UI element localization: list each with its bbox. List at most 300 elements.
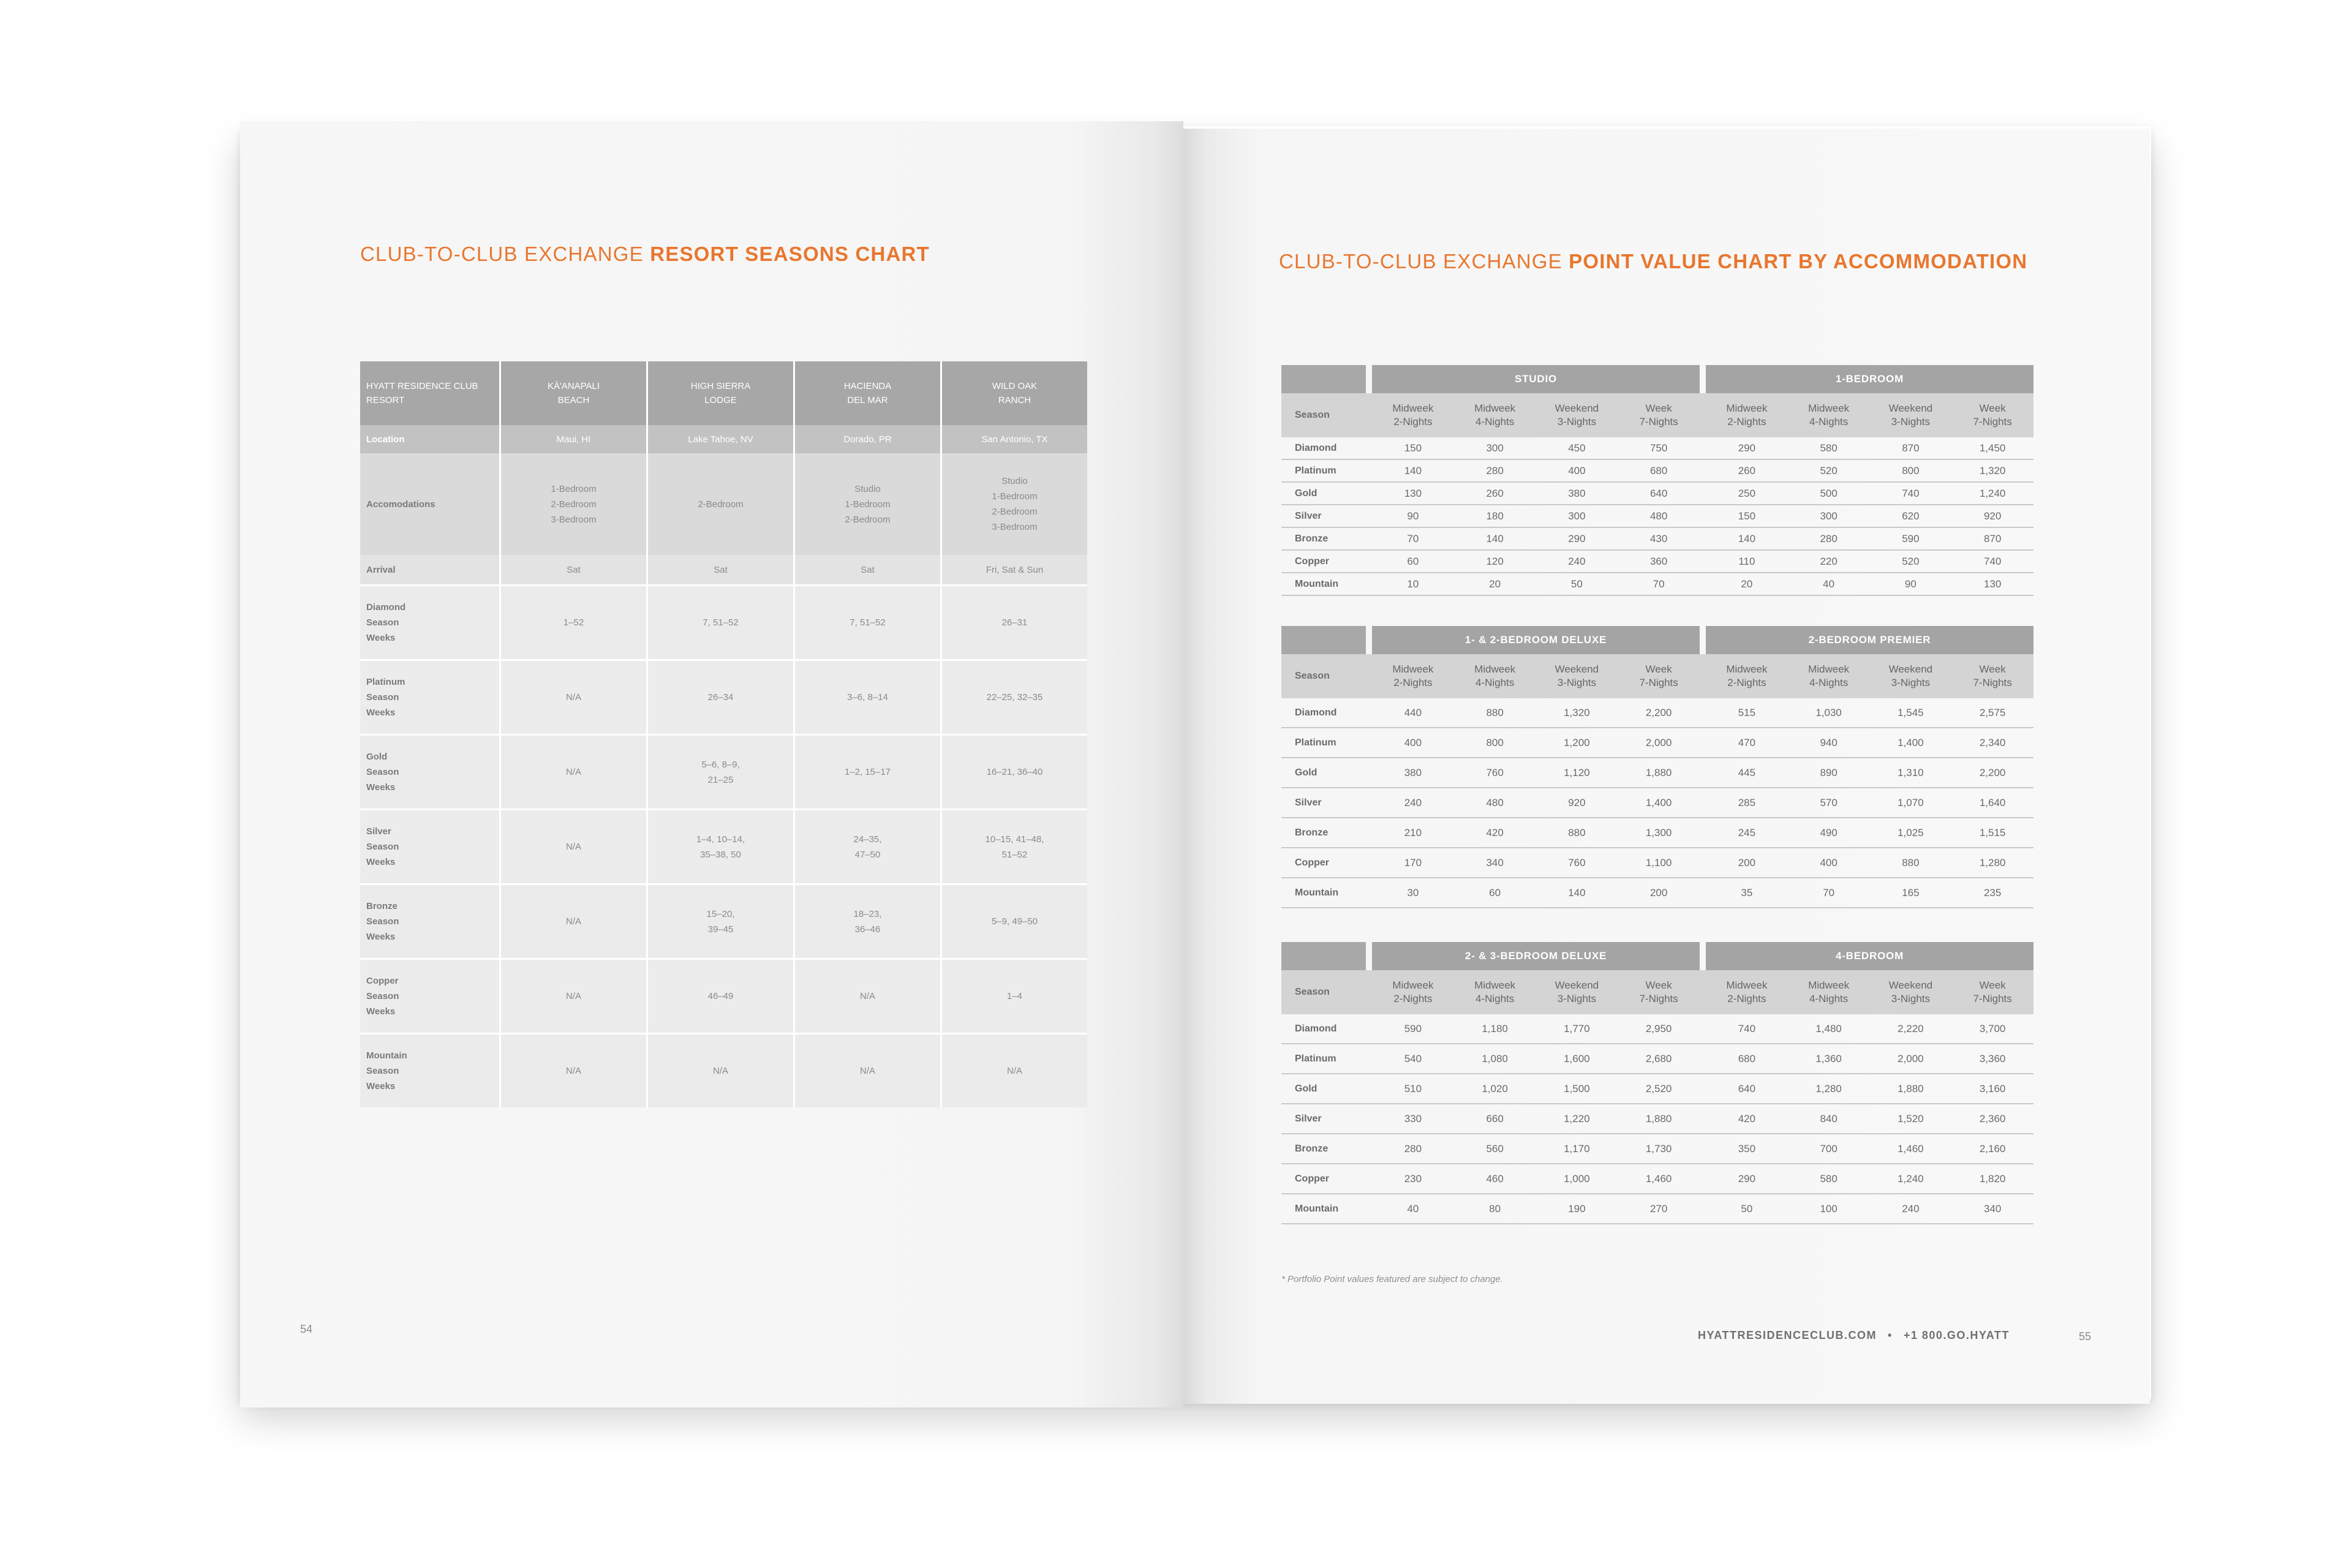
point-value: 1,880	[1645, 1112, 1672, 1125]
point-value: 2,220	[1898, 1022, 1924, 1035]
point-value: 20	[1489, 578, 1501, 590]
point-value: 140	[1404, 464, 1422, 477]
value-group	[1706, 505, 2034, 527]
point-value: 280	[1404, 1142, 1422, 1155]
table-cell: N/A	[499, 661, 646, 734]
point-value: 340	[1486, 856, 1504, 869]
point-value: 740	[1738, 1022, 1756, 1035]
point-value: 2,200	[1645, 706, 1672, 718]
left-page	[240, 121, 1183, 1408]
point-value: 920	[1568, 796, 1586, 809]
season-name: Copper	[1295, 857, 1329, 868]
header-cell: KĀ'ANAPALI BEACH	[499, 361, 646, 425]
table-cell: Studio 1-Bedroom 2-Bedroom	[793, 453, 940, 555]
point-value: 150	[1738, 510, 1756, 522]
table-cell: 22–25, 32–35	[940, 661, 1087, 734]
table-row	[1281, 1014, 2034, 1044]
season-name: Platinum	[1295, 737, 1336, 748]
point-value: 880	[1486, 706, 1504, 718]
point-value: 580	[1820, 1172, 1838, 1185]
value-group	[1372, 878, 1700, 907]
point-value: 2,000	[1645, 736, 1672, 748]
value-group	[1706, 1044, 2034, 1073]
phone-number[interactable]: +1 800.GO.HYATT	[1903, 1329, 2010, 1341]
point-value: 590	[1404, 1022, 1422, 1035]
season-weeks-row	[360, 883, 1087, 958]
point-value: 280	[1820, 532, 1838, 545]
point-value: 290	[1568, 532, 1586, 545]
column-header: Week 7-Nights	[1973, 663, 2012, 688]
table-cell: 1-Bedroom 2-Bedroom 3-Bedroom	[499, 453, 646, 555]
point-value: 700	[1820, 1142, 1838, 1155]
point-value: 380	[1568, 487, 1586, 499]
value-group	[1372, 1164, 1700, 1193]
column-header: Midweek 4-Nights	[1808, 402, 1850, 428]
value-group	[1372, 1134, 1700, 1163]
row-label: Bronze Season Weeks	[366, 901, 399, 942]
table-cell: 26–34	[646, 661, 793, 734]
column-header-group	[1706, 654, 2034, 698]
table-row	[1281, 848, 2034, 878]
season-name: Platinum	[1295, 1053, 1336, 1064]
point-value: 70	[1407, 532, 1419, 545]
table-cell: N/A	[499, 810, 646, 883]
row-label: Mountain Season Weeks	[366, 1050, 407, 1091]
point-value: 1,030	[1815, 706, 1842, 718]
point-value: 210	[1404, 826, 1422, 839]
column-header: Week 7-Nights	[1973, 402, 2012, 428]
table-row	[1281, 1104, 2034, 1134]
column-header: Midweek 4-Nights	[1474, 402, 1516, 428]
table-row	[1281, 1044, 2034, 1074]
point-value: 1,310	[1898, 766, 1924, 778]
table-cell: 24–35, 47–50	[793, 810, 940, 883]
point-value: 120	[1486, 555, 1504, 567]
point-value: 1,515	[1979, 826, 2006, 839]
column-header: Weekend 3-Nights	[1888, 663, 1933, 688]
table-cell: 7, 51–52	[646, 586, 793, 659]
point-value: 300	[1820, 510, 1838, 522]
table-cell: Sat	[793, 555, 940, 584]
table-row	[1281, 728, 2034, 758]
point-value: 130	[1983, 578, 2002, 590]
accommodation-type-header: 4-BEDROOM	[1706, 942, 2034, 970]
table-cell: 7, 51–52	[793, 586, 940, 659]
season-name: Silver	[1295, 1113, 1322, 1124]
point-value: 2,200	[1979, 766, 2006, 778]
row-label: Accomodations	[366, 499, 435, 510]
season-name: Gold	[1295, 1083, 1317, 1094]
column-header: Midweek 2-Nights	[1726, 663, 1768, 688]
point-value: 180	[1486, 510, 1504, 522]
point-value: 1,820	[1979, 1172, 2006, 1185]
point-value: 280	[1486, 464, 1504, 477]
point-value: 2,950	[1645, 1022, 1672, 1035]
point-value: 140	[1738, 532, 1756, 545]
table-row	[1281, 437, 2034, 460]
point-value: 40	[1823, 578, 1835, 590]
season-name: Copper	[1295, 556, 1329, 567]
value-group	[1372, 505, 1700, 527]
table-row	[1281, 818, 2034, 848]
table-cell: 5–6, 8–9, 21–25	[646, 736, 793, 809]
table-cell: 3–6, 8–14	[793, 661, 940, 734]
table-cell: N/A	[499, 885, 646, 958]
row-label: Diamond Season Weeks	[366, 602, 406, 643]
value-group	[1372, 818, 1700, 847]
table-cell: 18–23, 36–46	[793, 885, 940, 958]
value-group	[1706, 698, 2034, 727]
value-group	[1706, 460, 2034, 481]
accommodations-row	[360, 453, 1087, 555]
point-value: 430	[1649, 532, 1668, 545]
value-group	[1706, 528, 2034, 549]
table-cell: 1–4	[940, 960, 1087, 1033]
point-value: 520	[1820, 464, 1838, 477]
point-value: 1,220	[1564, 1112, 1590, 1125]
point-value: 240	[1404, 796, 1422, 809]
point-value: 1,500	[1564, 1082, 1590, 1095]
season-name: Gold	[1295, 488, 1317, 499]
point-value: 1,020	[1482, 1082, 1508, 1095]
point-value: 140	[1568, 886, 1586, 899]
header-cell: HACIENDA DEL MAR	[793, 361, 940, 425]
point-value: 1,080	[1482, 1052, 1508, 1065]
value-group	[1706, 1164, 2034, 1193]
header-blank-cell	[1281, 626, 1366, 654]
accommodation-type-header: 1-BEDROOM	[1706, 365, 2034, 393]
point-value: 1,400	[1898, 736, 1924, 748]
point-value: 1,320	[1564, 706, 1590, 718]
value-group	[1372, 698, 1700, 727]
point-value: 130	[1404, 487, 1422, 499]
season-name: Platinum	[1295, 465, 1336, 476]
table-row	[1281, 528, 2034, 551]
table-cell: Sat	[646, 555, 793, 584]
point-value: 240	[1568, 555, 1586, 567]
table-cell: N/A	[499, 736, 646, 809]
table-cell: N/A	[793, 960, 940, 1033]
point-value: 350	[1738, 1142, 1756, 1155]
point-value: 200	[1738, 856, 1756, 869]
table-cell: N/A	[499, 1035, 646, 1107]
point-value: 1,300	[1645, 826, 1672, 839]
column-header: Week 7-Nights	[1639, 979, 1678, 1005]
value-group	[1372, 551, 1700, 572]
table-row	[1281, 1194, 2034, 1224]
table-cell: Fri, Sat & Sun	[940, 555, 1087, 584]
point-value: 2,000	[1898, 1052, 1924, 1065]
point-value: 490	[1820, 826, 1838, 839]
point-value: 1,070	[1898, 796, 1924, 809]
point-value: 90	[1904, 578, 1917, 590]
point-value: 50	[1741, 1202, 1753, 1215]
table-cell: 1–2, 15–17	[793, 736, 940, 809]
point-value: 380	[1404, 766, 1422, 778]
accommodation-type-header: STUDIO	[1372, 365, 1700, 393]
point-value: 290	[1738, 1172, 1756, 1185]
point-value: 1,240	[1898, 1172, 1924, 1185]
point-value: 520	[1902, 555, 1920, 567]
table-cell: Sat	[499, 555, 646, 584]
point-value: 165	[1902, 886, 1920, 899]
website-link[interactable]: HYATTRESIDENCECLUB.COM	[1698, 1329, 1877, 1341]
point-value: 1,600	[1564, 1052, 1590, 1065]
value-group	[1706, 1194, 2034, 1223]
column-header: Midweek 2-Nights	[1726, 979, 1768, 1005]
accommodation-header-row	[1281, 942, 2034, 970]
value-group	[1372, 1014, 1700, 1043]
column-header-group	[1706, 393, 2034, 437]
value-group	[1372, 1194, 1700, 1223]
point-value: 760	[1568, 856, 1586, 869]
point-value: 450	[1568, 442, 1586, 454]
point-value: 240	[1902, 1202, 1920, 1215]
point-value: 1,460	[1645, 1172, 1672, 1185]
point-value: 460	[1486, 1172, 1504, 1185]
point-value: 890	[1820, 766, 1838, 778]
row-label: Copper Season Weeks	[366, 976, 399, 1017]
table-cell: 1–52	[499, 586, 646, 659]
table-row	[1281, 1134, 2034, 1164]
value-group	[1706, 551, 2034, 572]
accommodation-header-row	[1281, 365, 2034, 393]
point-value: 2,680	[1645, 1052, 1672, 1065]
point-value: 420	[1738, 1112, 1756, 1125]
table-cell: San Antonio, TX	[940, 425, 1087, 453]
season-name: Silver	[1295, 510, 1322, 521]
accommodation-header-row	[1281, 626, 2034, 654]
season-weeks-row	[360, 659, 1087, 734]
season-name: Bronze	[1295, 1143, 1329, 1154]
point-value: 70	[1653, 578, 1665, 590]
column-header: Midweek 2-Nights	[1392, 663, 1434, 688]
point-value: 270	[1649, 1202, 1668, 1215]
row-label: Arrival	[366, 564, 396, 575]
point-value: 3,360	[1979, 1052, 2006, 1065]
point-value: 340	[1983, 1202, 2002, 1215]
point-value: 245	[1738, 826, 1756, 839]
header-cell: HIGH SIERRA LODGE	[646, 361, 793, 425]
point-value: 480	[1486, 796, 1504, 809]
table-cell: 46–49	[646, 960, 793, 1033]
point-value: 740	[1983, 555, 2002, 567]
point-value: 1,025	[1898, 826, 1924, 839]
value-group	[1372, 460, 1700, 481]
value-group	[1706, 1134, 2034, 1163]
column-header-row	[1281, 970, 2034, 1014]
point-value: 110	[1738, 555, 1755, 567]
right-page-title	[1279, 250, 2027, 273]
table-cell: 1–4, 10–14, 35–38, 50	[646, 810, 793, 883]
table-cell: 26–31	[940, 586, 1087, 659]
season-name: Diamond	[1295, 1023, 1337, 1034]
point-value: 500	[1820, 487, 1838, 499]
value-group	[1372, 758, 1700, 787]
season-weeks-row	[360, 809, 1087, 883]
point-value: 290	[1738, 442, 1756, 454]
table-cell: Dorado, PR	[793, 425, 940, 453]
value-group	[1706, 483, 2034, 504]
column-header: Midweek 2-Nights	[1726, 402, 1768, 428]
point-value: 800	[1486, 736, 1504, 748]
table-cell: 2-Bedroom	[646, 453, 793, 555]
footer-separator: •	[1888, 1329, 1893, 1341]
table-cell: Studio 1-Bedroom 2-Bedroom 3-Bedroom	[940, 453, 1087, 555]
point-value: 1,480	[1815, 1022, 1842, 1035]
table-row	[1281, 460, 2034, 483]
point-value: 840	[1820, 1112, 1838, 1125]
point-value: 1,240	[1979, 487, 2006, 499]
accommodation-type-header: 2- & 3-BEDROOM DELUXE	[1372, 942, 1700, 970]
table-row	[1281, 483, 2034, 505]
value-group	[1706, 728, 2034, 757]
point-value: 800	[1902, 464, 1920, 477]
point-value: 1,000	[1564, 1172, 1590, 1185]
column-header-row	[1281, 393, 2034, 437]
table-cell: Lake Tahoe, NV	[646, 425, 793, 453]
table-cell: N/A	[793, 1035, 940, 1107]
season-name: Bronze	[1295, 827, 1329, 838]
point-value: 880	[1568, 826, 1586, 839]
season-name: Bronze	[1295, 533, 1329, 544]
point-value: 235	[1983, 886, 2002, 899]
point-value: 140	[1486, 532, 1504, 545]
point-value: 2,520	[1645, 1082, 1672, 1095]
value-group	[1706, 878, 2034, 907]
season-column-header: Season	[1295, 671, 1330, 681]
point-value: 680	[1738, 1052, 1756, 1065]
value-group	[1372, 483, 1700, 504]
point-value: 740	[1902, 487, 1920, 499]
table-cell: 5–9, 49–50	[940, 885, 1087, 958]
column-header: Week 7-Nights	[1639, 402, 1678, 428]
point-value: 170	[1404, 856, 1422, 869]
header-cell: WILD OAK RANCH	[940, 361, 1087, 425]
column-header-group	[1706, 970, 2034, 1014]
value-group	[1706, 437, 2034, 459]
column-header: Midweek 4-Nights	[1474, 979, 1516, 1005]
point-value: 2,160	[1979, 1142, 2006, 1155]
point-value: 1,170	[1564, 1142, 1590, 1155]
column-header: Midweek 4-Nights	[1474, 663, 1516, 688]
point-value: 1,880	[1898, 1082, 1924, 1095]
season-name: Mountain	[1295, 1203, 1339, 1214]
column-header-row	[1281, 654, 2034, 698]
table-cell: 10–15, 41–48, 51–52	[940, 810, 1087, 883]
point-value: 3,700	[1979, 1022, 2006, 1035]
accommodation-type-header: 1- & 2-BEDROOM DELUXE	[1372, 626, 1700, 654]
season-column-header: Season	[1295, 987, 1330, 997]
point-value: 300	[1486, 442, 1504, 454]
resort-seasons-table	[360, 361, 1087, 1107]
column-header-group	[1372, 654, 1700, 698]
point-value: 1,880	[1645, 766, 1672, 778]
column-header: Weekend 3-Nights	[1555, 402, 1599, 428]
table-cell: N/A	[646, 1035, 793, 1107]
point-value: 2,340	[1979, 736, 2006, 748]
column-header: Midweek 4-Nights	[1808, 979, 1850, 1005]
point-value: 1,400	[1645, 796, 1672, 809]
point-value: 640	[1738, 1082, 1756, 1095]
point-value: 230	[1404, 1172, 1422, 1185]
table-cell: N/A	[940, 1035, 1087, 1107]
point-value: 470	[1738, 736, 1756, 748]
left-title-bold: RESORT SEASONS CHART	[650, 243, 930, 265]
point-value: 60	[1407, 555, 1419, 567]
table-row	[1281, 878, 2034, 908]
point-value: 440	[1404, 706, 1422, 718]
point-value: 570	[1820, 796, 1838, 809]
point-value: 590	[1902, 532, 1920, 545]
point-value: 285	[1738, 796, 1756, 809]
column-header: Weekend 3-Nights	[1888, 979, 1933, 1005]
accommodation-type-header: 2-BEDROOM PREMIER	[1706, 626, 2034, 654]
point-value: 70	[1823, 886, 1835, 899]
point-value: 1,120	[1564, 766, 1590, 778]
point-value: 400	[1568, 464, 1586, 477]
table-cell: N/A	[499, 960, 646, 1033]
season-name: Silver	[1295, 797, 1322, 808]
point-value: 510	[1404, 1082, 1422, 1095]
table-cell: 16–21, 36–40	[940, 736, 1087, 809]
point-value: 620	[1902, 510, 1920, 522]
season-weeks-row	[360, 1033, 1087, 1107]
value-group	[1706, 1074, 2034, 1103]
table-cell: Maui, HI	[499, 425, 646, 453]
value-group	[1706, 1014, 2034, 1043]
column-header: Midweek 4-Nights	[1808, 663, 1850, 688]
point-value: 515	[1738, 706, 1756, 718]
point-value: 760	[1486, 766, 1504, 778]
right-title-bold: POINT VALUE CHART BY ACCOMMODATION	[1569, 250, 2028, 273]
point-value: 1,730	[1645, 1142, 1672, 1155]
value-group	[1706, 1104, 2034, 1133]
value-group	[1372, 1044, 1700, 1073]
value-group	[1372, 573, 1700, 595]
point-value: 1,640	[1979, 796, 2006, 809]
point-value: 1,360	[1815, 1052, 1842, 1065]
right-title-prefix: CLUB-TO-CLUB EXCHANGE	[1279, 250, 1569, 273]
table-cell: 15–20, 39–45	[646, 885, 793, 958]
value-group	[1372, 788, 1700, 817]
point-value: 2,575	[1979, 706, 2006, 718]
column-header: Weekend 3-Nights	[1555, 663, 1599, 688]
point-value: 250	[1738, 487, 1756, 499]
point-value-table	[1281, 942, 2034, 1224]
value-group	[1372, 528, 1700, 549]
point-value: 1,770	[1564, 1022, 1590, 1035]
row-label: Location	[366, 434, 405, 445]
location-row	[360, 425, 1087, 453]
point-value: 660	[1486, 1112, 1504, 1125]
table-row	[1281, 505, 2034, 528]
point-value: 1,520	[1898, 1112, 1924, 1125]
season-name: Gold	[1295, 767, 1317, 778]
point-value: 1,460	[1898, 1142, 1924, 1155]
value-group	[1706, 788, 2034, 817]
arrival-row	[360, 555, 1087, 584]
point-value: 2,360	[1979, 1112, 2006, 1125]
season-name: Diamond	[1295, 442, 1337, 453]
seasons-header-row	[360, 361, 1087, 425]
value-group	[1706, 758, 2034, 787]
value-group	[1706, 818, 2034, 847]
season-name: Mountain	[1295, 578, 1339, 589]
point-value: 680	[1649, 464, 1668, 477]
column-header: Weekend 3-Nights	[1555, 979, 1599, 1005]
left-title-prefix: CLUB-TO-CLUB EXCHANGE	[360, 243, 650, 265]
